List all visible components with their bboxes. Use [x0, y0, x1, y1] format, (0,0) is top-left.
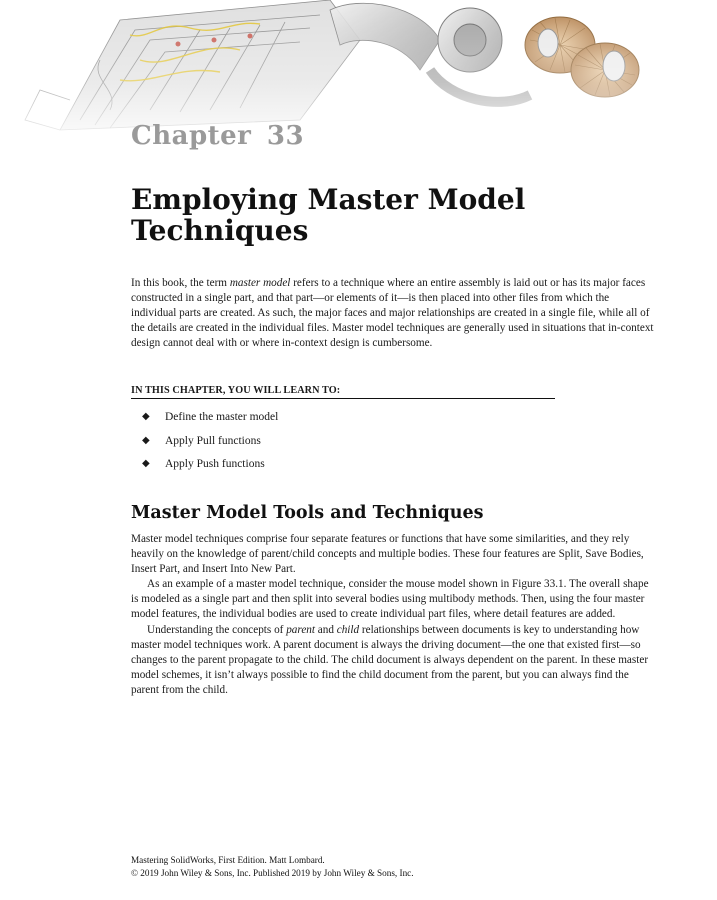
p3-text-and: and [314, 623, 337, 636]
intro-text-1: In this book, the term [131, 277, 230, 289]
list-item [131, 457, 555, 471]
chapter-title [131, 184, 611, 246]
learning-objectives-list [131, 410, 555, 471]
term-child: child [336, 623, 360, 636]
body-paragraph-3 [131, 623, 657, 698]
p3-text-2: relationships between documents is key to understanding how master model techniques work. A parent document is always the driving document—the one that existed first—so changes to the parent propagate to the child. The child document is always dependent on the parent. In these master model schemes, it isn’t always possible to find the child document from the parent, but you can always find the parent from the child. [131, 623, 649, 696]
diamond-bullet-icon: ◆ [142, 458, 150, 469]
list-item-text: Apply Pull functions [165, 434, 261, 447]
body-paragraph-2: As an example of a master model technique, consider the mouse model shown in Figure 33.1. The overall shape is modeled as a single part and then split into several bodies using multibody methods. Then, using the four master model features, the individual bodies are used to create individual part files, where detail features are added. [131, 578, 649, 621]
copyright-footer [131, 854, 414, 880]
list-item [131, 434, 555, 448]
chapter-number: Chapter 33 [131, 121, 305, 151]
footer-line-2: © 2019 John Wiley & Sons, Inc. Published 2019 by John Wiley & Sons, Inc. [131, 868, 414, 878]
section-heading: Master Model Tools and Techniques [131, 503, 484, 523]
list-item-text: Define the master model [165, 411, 279, 423]
section-body [131, 532, 657, 698]
learning-objectives [131, 385, 555, 481]
diamond-bullet-icon: ◆ [142, 411, 150, 422]
footer-line-1: Mastering SolidWorks, First Edition. Matt Lombard. [131, 855, 325, 865]
body-paragraph-1: Master model techniques comprise four separate features or functions that have some similarities, and they rely heavily on the knowledge of parent/child concepts and multiple bodies. These four features are Split, Save Bodies, Insert Part, and Insert Into New Part. [131, 533, 644, 576]
term-parent: parent [286, 623, 315, 636]
list-item-text: Apply Push functions [165, 458, 265, 470]
diamond-bullet-icon: ◆ [142, 434, 150, 446]
chapter-header-image [0, 0, 717, 150]
intro-term: master model [229, 277, 291, 289]
intro-text-2: refers to a technique where an entire assembly is laid out or has its major faces constructed in a single part, and that part—or elements of it—is then placed into other files from which the individual parts are created. As such, the major faces and major relationships are created in a single file, while all of the details are created in the individual files. Master model techniques are generally used in situations that in-context design cannot deal with or where in-context design is cumbersome. [131, 277, 654, 350]
chapter-title-line-2: Techniques [131, 214, 309, 247]
engine-illustration [0, 0, 717, 150]
chapter-title-line-1: Employing Master Model [131, 183, 526, 216]
list-item [131, 410, 555, 424]
p3-text-1: Understanding the concepts of [147, 623, 287, 636]
intro-paragraph [131, 276, 656, 351]
learning-objectives-heading: IN THIS CHAPTER, YOU WILL LEARN TO: [131, 385, 555, 399]
